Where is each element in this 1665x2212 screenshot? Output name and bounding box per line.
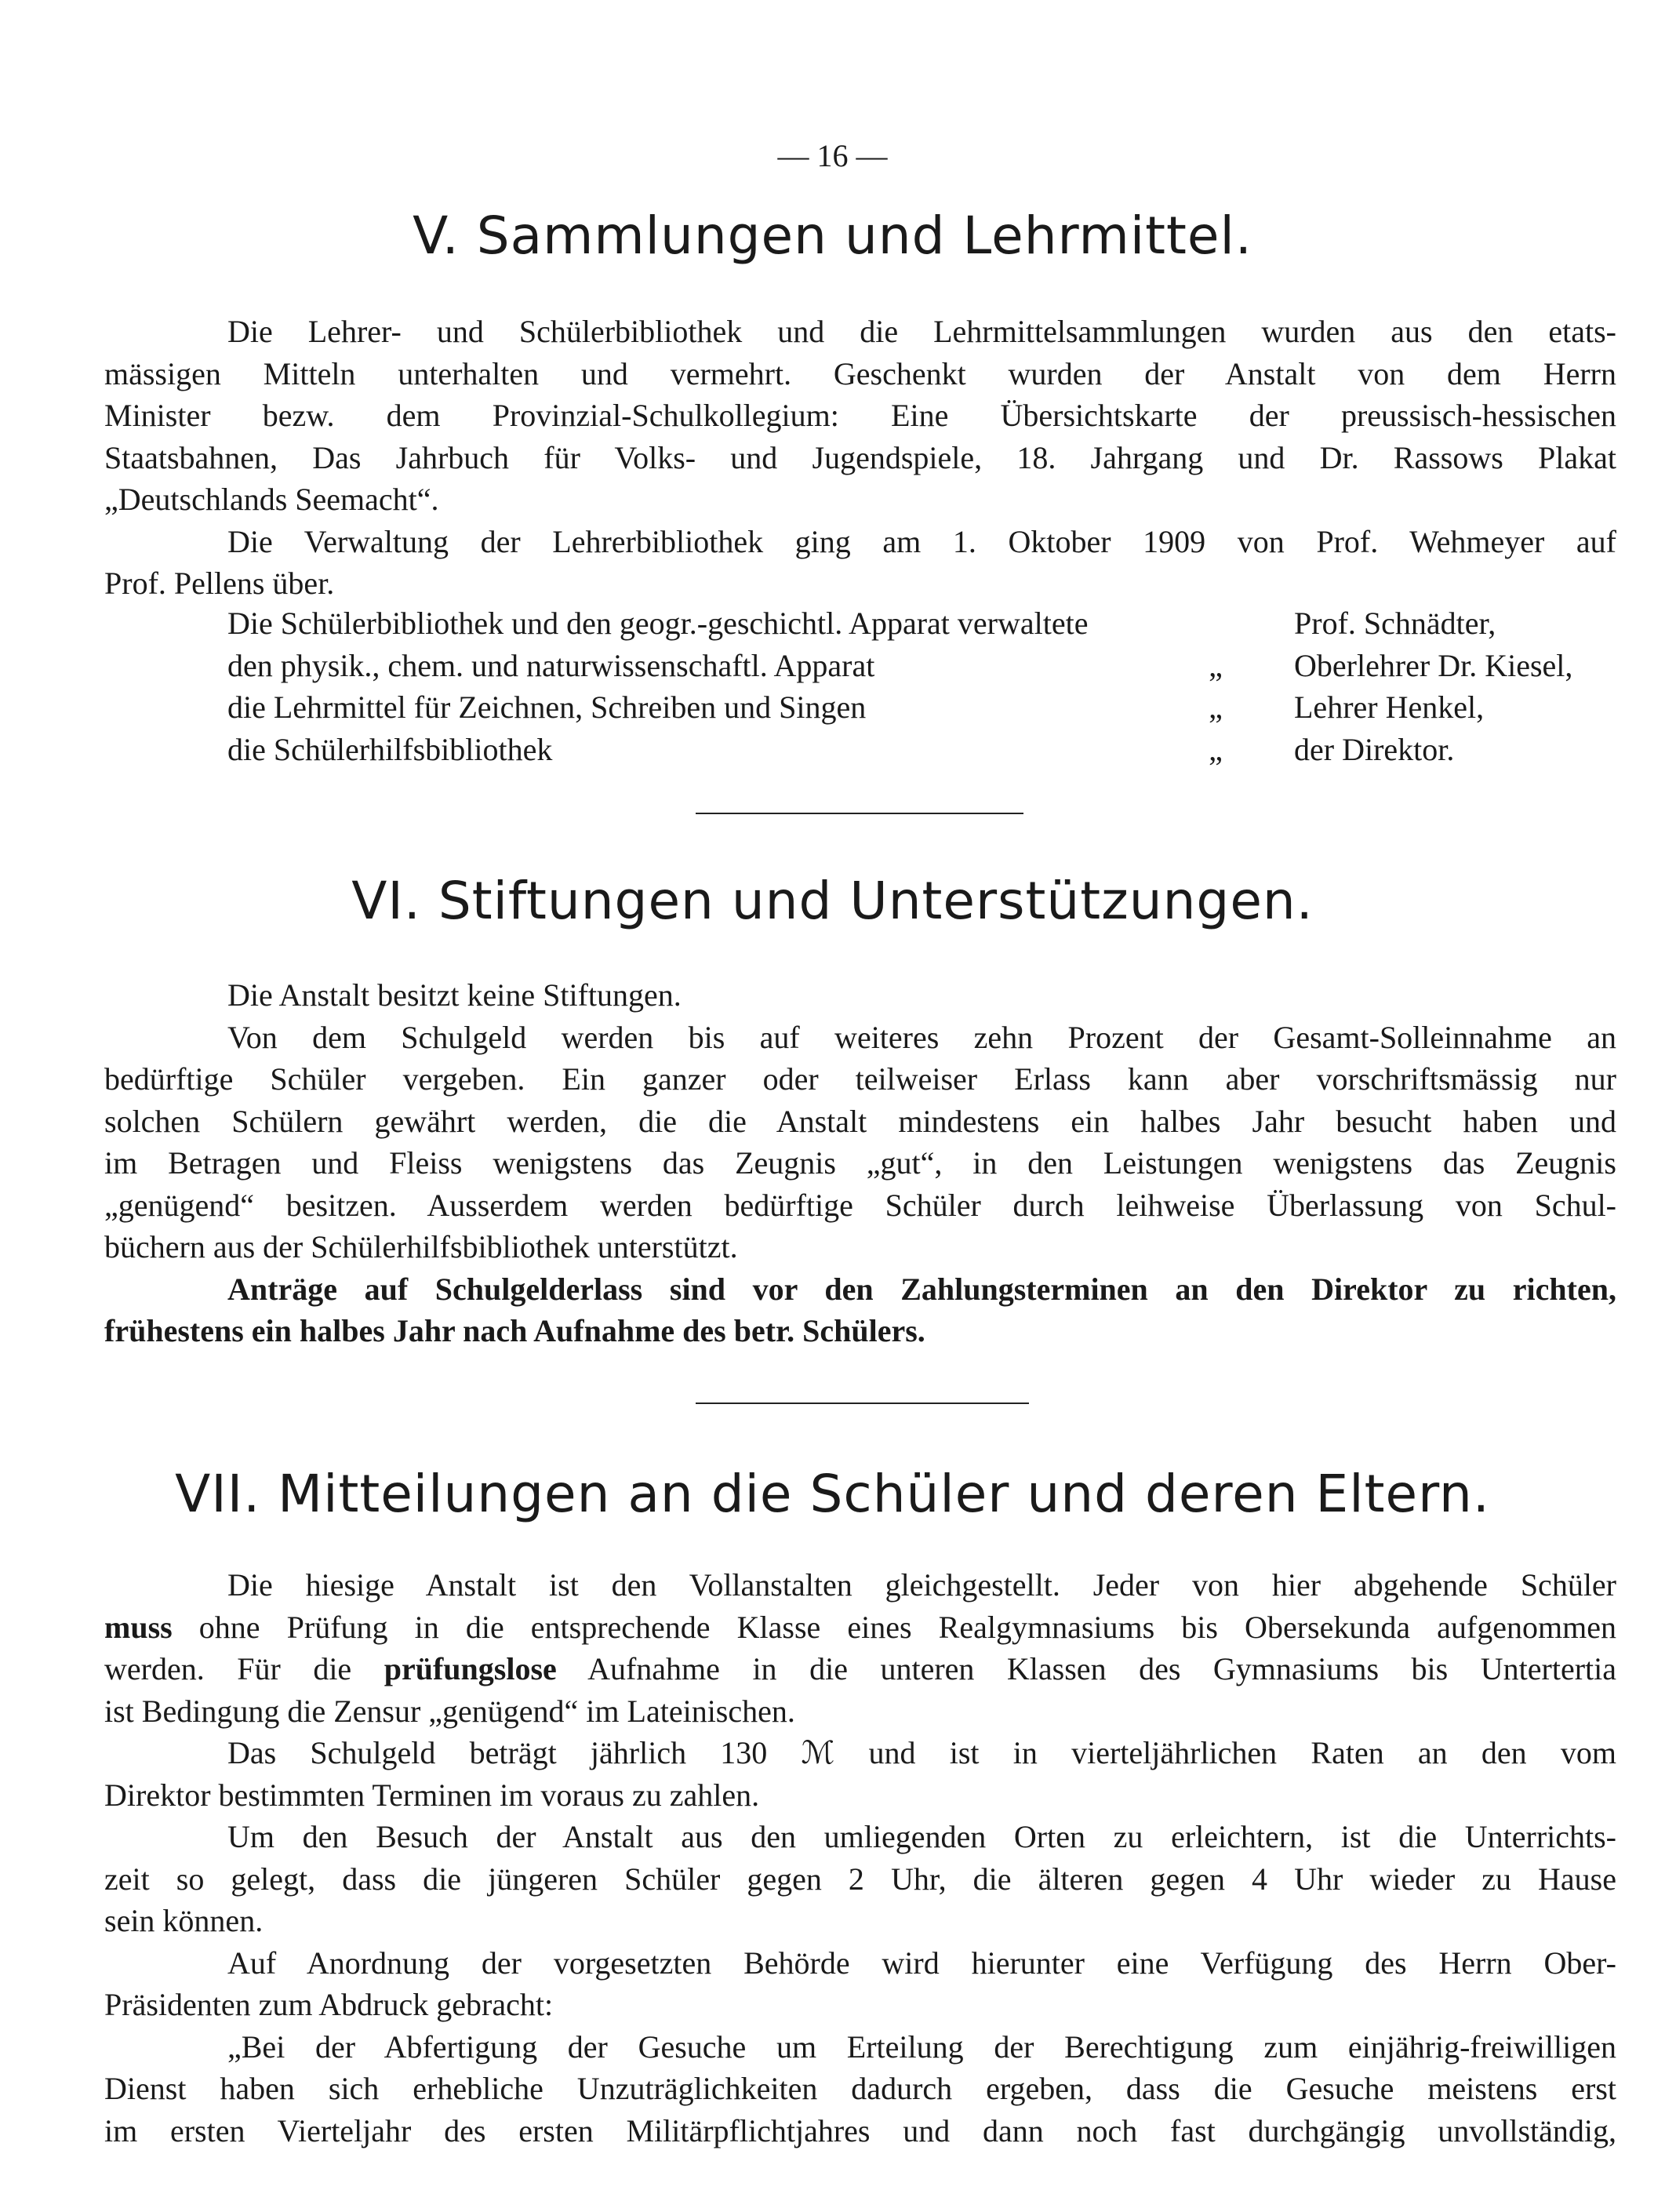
- custodian-row: [227, 686, 1631, 729]
- text-line: Auf Anordnung der vorgesetzten Behörde wird hierunter eine Verfügung des Herrn Ober-: [227, 1945, 1616, 1981]
- text-line: ist Bedingung die Zensur „genügend“ im Lateinischen.: [104, 1693, 795, 1729]
- custodian-row: [227, 645, 1631, 687]
- text-line: Minister bezw. dem Provinzial-Schulkollegium: Eine Übersichtskarte der preussisch-hessischen: [104, 398, 1616, 433]
- text-line: [104, 1606, 1616, 1649]
- text-line: im Betragen und Fleiss wenigstens das Zeugnis „gut“, in den Leistungen wenigstens das Zeugnis: [104, 1145, 1616, 1181]
- text-span: Aufnahme in die unteren Klassen des Gymnasiums bis Untertertia: [556, 1651, 1616, 1686]
- text-line: im ersten Vierteljahr des ersten Militärpflichtjahres und dann noch fast durchgängig unvollständig,: [104, 2112, 1616, 2148]
- custodian-row: [227, 602, 1631, 645]
- section-7-text: [104, 1564, 1616, 2152]
- page-number: — 16 —: [777, 138, 888, 173]
- text-span: ohne Prüfung in die entsprechende Klasse eines Realgymnasiums bis Obersekunda aufgenommen: [172, 1609, 1616, 1645]
- text-span: werden. Für die: [104, 1651, 384, 1686]
- emphasis: muss: [104, 1609, 173, 1645]
- text-line: „Bei der Abfertigung der Gesuche um Erteilung der Berechtigung zum einjährig-freiwilligen: [227, 2028, 1616, 2065]
- text-line: Um den Besuch der Anstalt aus den umliegenden Orten zu erleichtern, ist die Unterrichts-: [227, 1819, 1616, 1854]
- text-line: mässigen Mitteln unterhalten und vermehrt. Geschenkt wurden der Anstalt von dem Herrn: [104, 355, 1616, 391]
- text-line: [104, 1648, 1616, 1690]
- text-line: Prof. Pellens über.: [104, 566, 335, 601]
- custodian-table: [227, 602, 1631, 770]
- text-line: „Deutschlands Seemacht“.: [104, 482, 439, 517]
- text-line: Die Lehrer- und Schülerbibliothek und die Lehrmittelsammlungen wurden aus den etats-: [227, 314, 1616, 349]
- text-line: Die hiesige Anstalt ist den Vollanstalten gleichgestellt. Jeder von hier abgehende Schüler: [227, 1567, 1616, 1603]
- text-line: Die Verwaltung der Lehrerbibliothek ging am 1. Oktober 1909 von Prof. Wehmeyer auf: [227, 523, 1616, 559]
- text-line: Präsidenten zum Abdruck gebracht:: [104, 1987, 554, 2022]
- custodian-row: [227, 729, 1631, 771]
- text-line: Direktor bestimmten Terminen im voraus zu zahlen.: [104, 1777, 760, 1813]
- text-line: büchern aus der Schülerhilfsbibliothek unterstützt.: [104, 1229, 738, 1264]
- text-line: bedürftige Schüler vergeben. Ein ganzer oder teilweiser Erlass kann aber vorschriftsmässig nur: [104, 1061, 1616, 1097]
- text-line: Die Anstalt besitzt keine Stiftungen.: [227, 977, 682, 1013]
- section-divider: [696, 813, 1023, 814]
- bold-text-line: Anträge auf Schulgelderlass sind vor den Zahlungsterminen an den Direktor zu richten,: [227, 1271, 1616, 1307]
- custodian-person: Prof. Schnädter,: [1294, 606, 1496, 641]
- text-line: Von dem Schulgeld werden bis auf weiteres zehn Prozent der Gesamt-Solleinnahme an: [227, 1019, 1616, 1055]
- text-line: Das Schulgeld beträgt jährlich 130 ℳ und ist in vierteljährlichen Raten an den vom: [227, 1735, 1616, 1770]
- ditto-mark: „: [1209, 731, 1223, 767]
- custodian-person: der Direktor.: [1294, 731, 1455, 767]
- ditto-mark: „: [1209, 689, 1223, 725]
- text-line: zeit so gelegt, dass die jüngeren Schüler gegen 2 Uhr, die älteren gegen 4 Uhr wieder zu Hause: [104, 1861, 1616, 1897]
- text-line: Dienst haben sich erhebliche Unzuträglichkeiten dadurch ergeben, dass die Gesuche meistens erst: [104, 2071, 1616, 2106]
- custodian-item: die Lehrmittel für Zeichnen, Schreiben und Singen: [227, 689, 867, 725]
- custodian-item: Die Schülerbibliothek und den geogr.-geschichtl. Apparat verwaltete: [227, 606, 1089, 641]
- section-5-heading: V. Sammlungen und Lehrmittel.: [413, 206, 1252, 266]
- text-line: Staatsbahnen, Das Jahrbuch für Volks- und Jugendspiele, 18. Jahrgang und Dr. Rassows Plakat: [104, 439, 1616, 475]
- text-line: solchen Schülern gewährt werden, die die Anstalt mindestens ein halbes Jahr besucht haben und: [104, 1103, 1616, 1139]
- text-line: „genügend“ besitzen. Ausserdem werden bedürftige Schüler durch leihweise Überlassung von Schul-: [104, 1187, 1616, 1223]
- custodian-person: Lehrer Henkel,: [1294, 689, 1485, 725]
- section-6-heading: VI. Stiftungen und Unterstützungen.: [351, 871, 1314, 931]
- section-7-heading: VII. Mitteilungen an die Schüler und deren Eltern.: [175, 1464, 1490, 1524]
- custodian-person: Oberlehrer Dr. Kiesel,: [1294, 647, 1573, 683]
- ditto-mark: „: [1209, 647, 1223, 683]
- section-5-text: [104, 311, 1616, 605]
- custodian-item: die Schülerhilfsbibliothek: [227, 731, 553, 767]
- section-6-text: [104, 974, 1616, 1352]
- emphasis: prüfungslose: [384, 1651, 557, 1686]
- bold-text-line: frühestens ein halbes Jahr nach Aufnahme des betr. Schülers.: [104, 1313, 925, 1348]
- text-line: sein können.: [104, 1903, 264, 1938]
- section-divider: [696, 1403, 1029, 1404]
- custodian-item: den physik., chem. und naturwissenschaftl. Apparat: [227, 647, 875, 683]
